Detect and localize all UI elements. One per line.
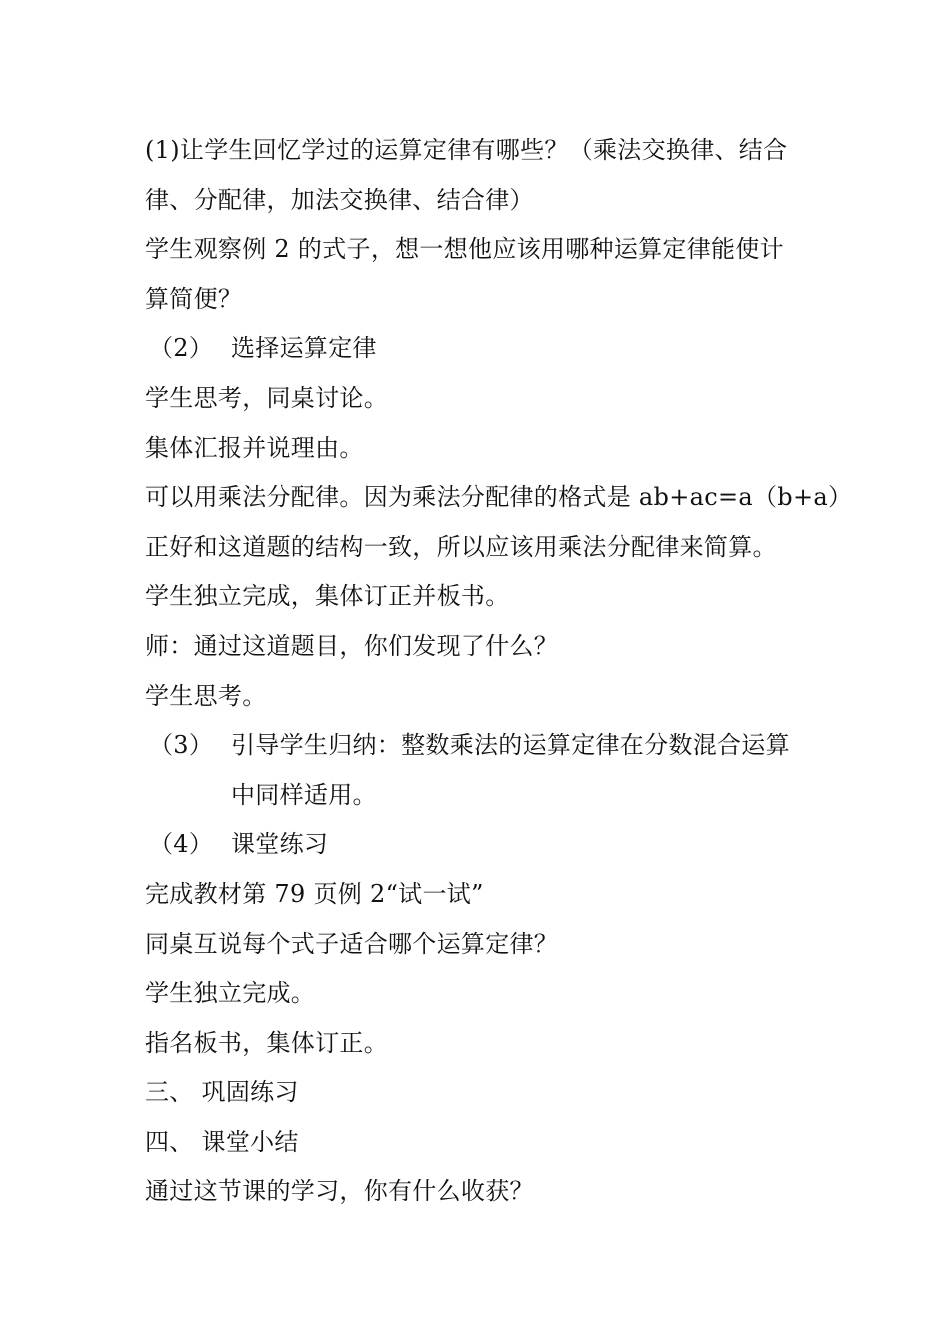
item-text: 引导学生归纳：整数乘法的运算定律在分数混合运算中同样适用。 (231, 731, 790, 809)
paragraph: 同桌互说每个式子适合哪个运算定律？ (145, 929, 559, 958)
item-text: 选择运算定律 (231, 334, 377, 363)
paragraph: 学生思考，同桌讨论。 (145, 383, 388, 412)
item-number: （4） (149, 830, 214, 859)
item-text: 课堂练习 (231, 830, 329, 859)
document-body (145, 126, 853, 1217)
paragraph: 律、分配律，加法交换律、结合律） (145, 185, 534, 214)
paragraph: 正好和这道题的结构一致，所以应该用乘法分配律来简算。 (145, 532, 777, 561)
numbered-item (145, 820, 825, 870)
paragraph: 集体汇报并说理由。 (145, 433, 364, 462)
section-heading: 四、 课堂小结 (145, 1127, 299, 1156)
paragraph: 指名板书，集体订正。 (145, 1028, 388, 1057)
paragraph: 算简便？ (145, 284, 243, 313)
paragraph: (1)让学生回忆学过的运算定律有哪些？（乘法交换律、结合 (145, 136, 788, 164)
paragraph: 学生观察例 2 的式子，想一想他应该用哪种运算定律能使计 (145, 235, 784, 264)
paragraph: 通过这节课的学习，你有什么收获？ (145, 1177, 534, 1206)
numbered-item (145, 324, 825, 374)
section-heading: 三、 巩固练习 (145, 1078, 299, 1107)
paragraph: 学生思考。 (145, 681, 267, 710)
paragraph: 完成教材第 79 页例 2“试一试” (145, 879, 484, 908)
paragraph: 师：通过这道题目，你们发现了什么？ (145, 631, 559, 660)
numbered-item (145, 721, 825, 820)
paragraph: 可以用乘法分配律。因为乘法分配律的格式是 ab+ac=a（b+a） (145, 483, 853, 512)
paragraph: 学生独立完成。 (145, 979, 316, 1008)
paragraph: 学生独立完成，集体订正并板书。 (145, 582, 510, 611)
item-number: （3） (149, 731, 214, 760)
item-number: （2） (149, 334, 214, 363)
